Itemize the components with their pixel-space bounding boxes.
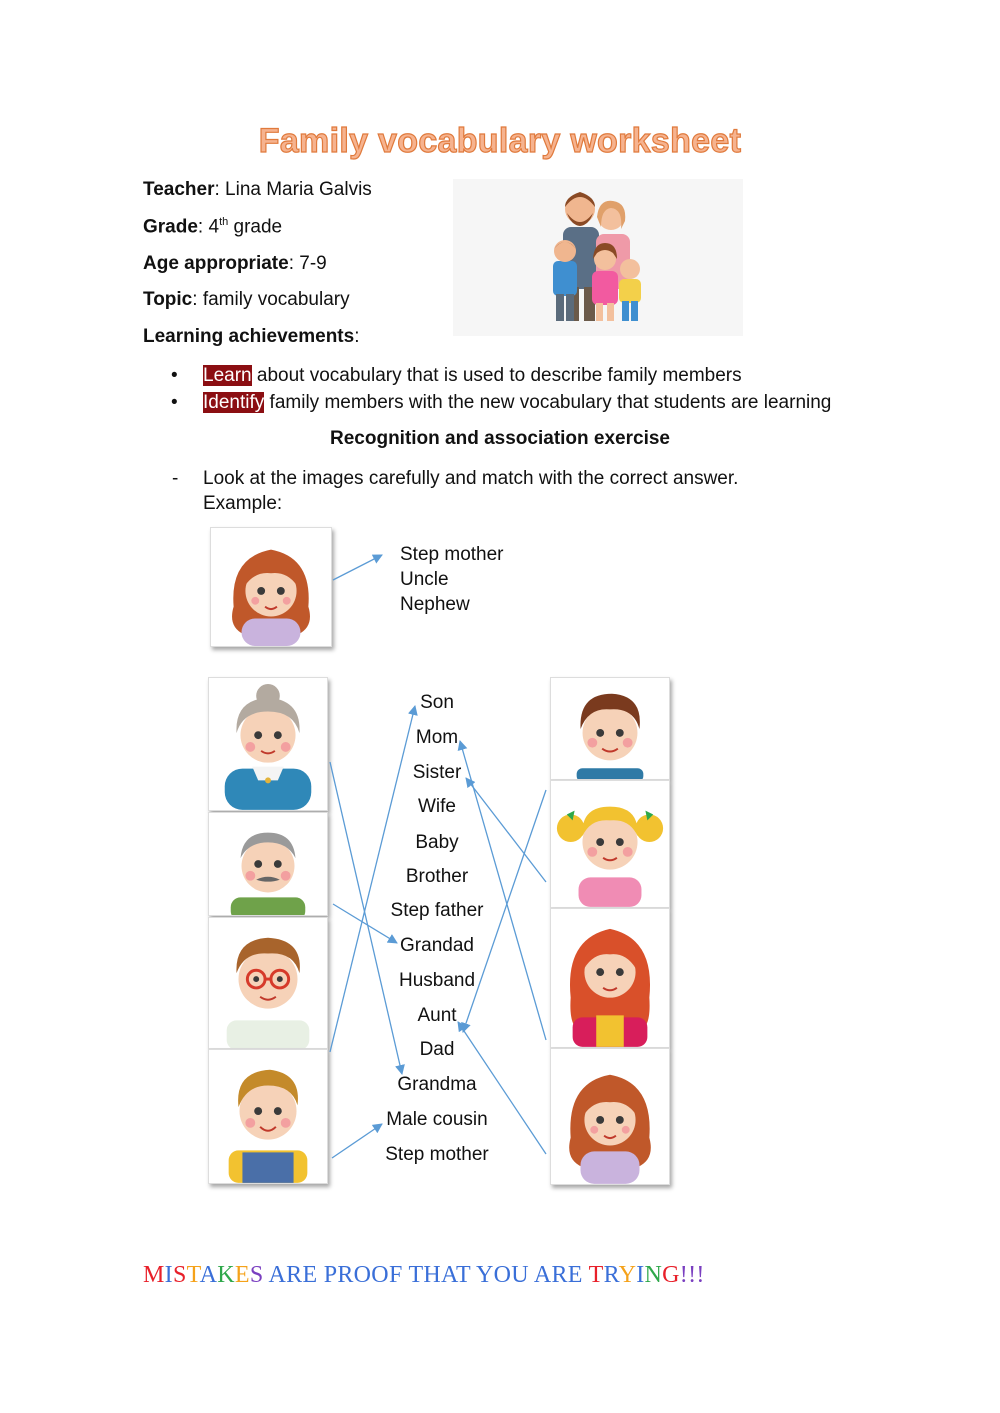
example-word[interactable]: Step mother	[400, 544, 504, 565]
word-option[interactable]: Wife	[418, 796, 456, 817]
motto-part: ARE PROOF THAT YOU ARE	[263, 1262, 589, 1288]
achievement-text: family members with the new vocabulary that students are learning	[264, 392, 832, 413]
motto-part: N	[644, 1262, 663, 1288]
word-option[interactable]: Step father	[390, 900, 484, 921]
family-group-illustration	[453, 179, 743, 336]
boy-brown-hair-portrait	[551, 678, 669, 779]
motto-part: Y	[618, 1262, 637, 1288]
word-option[interactable]: Husband	[398, 970, 476, 991]
age-label: Age appropriate	[143, 253, 289, 274]
instruction-text: Look at the images carefully and match with the correct answer.	[203, 468, 739, 489]
example-arrow	[333, 555, 382, 580]
bullet-icon: •	[171, 365, 178, 386]
achievements-list	[143, 362, 831, 416]
motto-part: M	[143, 1262, 165, 1288]
motto-part: T	[588, 1262, 604, 1288]
age-value: 7-9	[299, 253, 327, 274]
word-option[interactable]: Sister	[412, 762, 462, 783]
bullet-icon: •	[171, 392, 178, 413]
teacher-line: Teacher: Lina Maria Galvis	[143, 179, 372, 200]
worksheet-title: Family vocabulary worksheet	[258, 122, 742, 160]
age-line: Age appropriate: 7-9	[143, 253, 327, 274]
girl-red-hair-portrait	[211, 528, 331, 646]
motto-part: !!!	[679, 1262, 705, 1288]
topic-value: family vocabulary	[202, 289, 350, 310]
left-card-grandma[interactable]	[208, 677, 328, 811]
example-word[interactable]: Uncle	[400, 569, 449, 590]
grandpa-portrait	[209, 813, 327, 915]
woman-red-hair-portrait	[551, 909, 669, 1047]
word-option[interactable]: Brother	[405, 866, 469, 887]
family-illustration	[453, 179, 743, 336]
right-card-girl-blonde[interactable]	[550, 780, 670, 908]
match-arrow	[332, 1124, 382, 1158]
motto-part: S	[249, 1262, 264, 1288]
motto-part: A	[199, 1262, 218, 1288]
example-card[interactable]	[210, 527, 332, 647]
girl-blonde-pigtails-portrait	[551, 781, 669, 907]
word-option[interactable]: Grandad	[400, 935, 474, 956]
motto-part: I	[636, 1262, 645, 1288]
word-option[interactable]: Dad	[419, 1039, 455, 1060]
girl-red-hair-portrait	[551, 1049, 669, 1184]
highlighted-verb: Learn	[203, 365, 252, 386]
example-label: Example:	[203, 493, 283, 514]
word-option[interactable]: Aunt	[417, 1005, 457, 1026]
list-item	[143, 389, 831, 416]
grade-suffix: grade	[228, 216, 283, 238]
example-word[interactable]: Nephew	[400, 594, 470, 615]
grade-label: Grade	[143, 216, 198, 238]
teacher-label: Teacher	[143, 179, 215, 200]
exercise-instruction	[172, 466, 738, 516]
motto-part: R	[603, 1262, 619, 1288]
grade-line: Grade: 4th grade	[143, 216, 283, 238]
word-option[interactable]: Son	[420, 692, 454, 713]
motto-part: I	[164, 1262, 173, 1288]
grade-number: 4	[208, 216, 220, 238]
word-option[interactable]: Grandma	[397, 1074, 477, 1095]
left-card-boy-glasses[interactable]	[208, 917, 328, 1049]
match-arrow	[466, 778, 546, 882]
motto-part: T	[186, 1262, 200, 1288]
achievements-label: Learning achievements	[143, 326, 355, 347]
teacher-value: Lina Maria Galvis	[225, 179, 372, 200]
motto-part: E	[234, 1262, 250, 1288]
topic-line: Topic: family vocabulary	[143, 289, 350, 310]
motto-part: S	[172, 1262, 187, 1288]
achievements-heading: Learning achievements:	[143, 326, 360, 347]
word-option[interactable]: Male cousin	[386, 1109, 488, 1130]
left-card-boy-overalls[interactable]	[208, 1049, 328, 1184]
match-arrow	[333, 904, 397, 943]
boy-glasses-portrait	[209, 918, 327, 1048]
word-option[interactable]: Step mother	[385, 1144, 489, 1165]
right-card-boy[interactable]	[550, 677, 670, 780]
right-card-woman[interactable]	[550, 908, 670, 1048]
match-arrow	[330, 706, 415, 1052]
motto	[143, 1262, 705, 1289]
left-card-grandpa[interactable]	[208, 812, 328, 916]
word-option[interactable]: Mom	[415, 727, 459, 748]
word-option[interactable]: Baby	[415, 832, 459, 853]
right-card-girl-red[interactable]	[550, 1048, 670, 1185]
grade-sup: th	[219, 216, 229, 228]
list-item	[143, 362, 831, 389]
boy-overalls-portrait	[209, 1050, 327, 1183]
motto-part: G	[662, 1262, 680, 1288]
dash-marker: -	[172, 468, 179, 489]
grandma-portrait	[209, 678, 327, 810]
achievement-text: about vocabulary that is used to describe family members	[251, 365, 742, 386]
example-word-list	[400, 542, 504, 617]
match-arrow	[460, 741, 546, 1040]
exercise-title: Recognition and association exercise	[330, 428, 670, 449]
topic-label: Topic	[143, 289, 193, 310]
motto-part: K	[217, 1262, 235, 1288]
highlighted-verb: Identify	[203, 392, 265, 413]
